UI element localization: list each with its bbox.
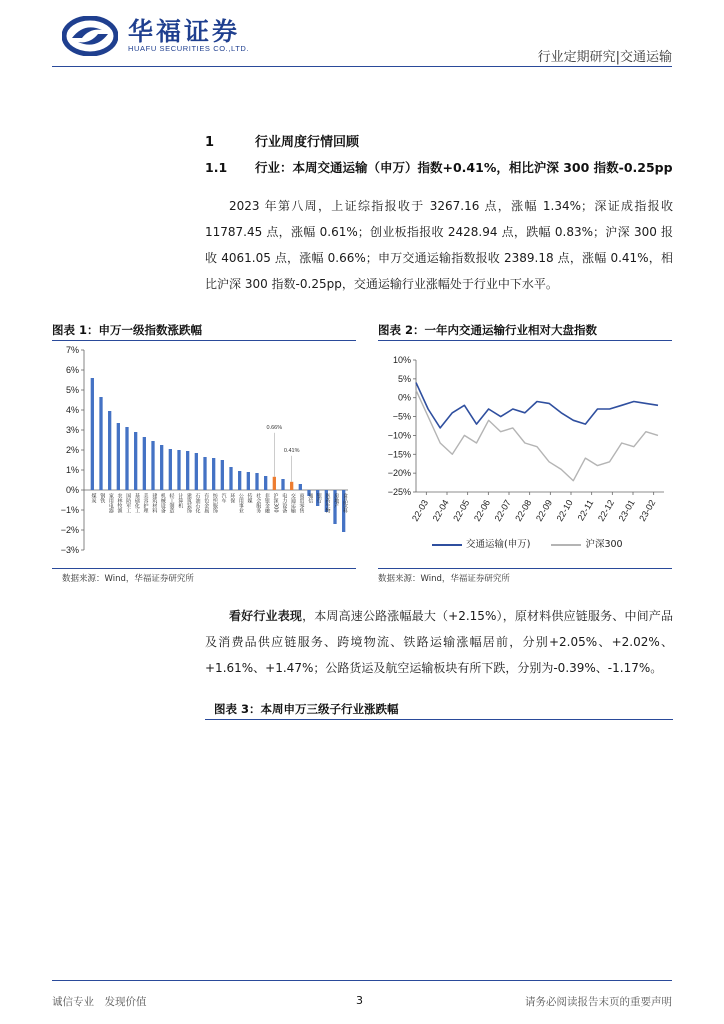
figure2-top-rule: [378, 340, 672, 341]
sw-level1-index-bar-chart: [52, 344, 356, 566]
bar: [281, 479, 284, 490]
bar: [108, 411, 111, 490]
x-tick-label: 食品饮料: [341, 493, 348, 513]
bar: [255, 473, 258, 490]
y-tick-label: 5%: [397, 373, 411, 384]
x-tick-label: 美容护理: [142, 493, 149, 513]
bar: [229, 467, 232, 490]
x-tick-label: 商贸零售: [298, 493, 305, 513]
bar: [177, 450, 180, 490]
x-tick-label: 22-07: [492, 498, 513, 523]
bar: [151, 441, 154, 490]
figure2-title: 图表 2：一年内交通运输行业相对大盘指数: [378, 323, 598, 337]
figure3-top-rule: [205, 719, 673, 720]
figure1-title: 图表 1：申万一级指数涨跌幅: [52, 323, 203, 337]
bar: [91, 378, 94, 490]
y-tick-label: 2%: [65, 445, 79, 455]
bar: [186, 451, 189, 490]
bar: [299, 484, 302, 490]
figure2-legend: [432, 536, 623, 550]
y-tick-label: 7%: [65, 345, 79, 355]
x-tick-label: 沪深300: [272, 493, 279, 513]
x-tick-label: 22-05: [451, 498, 472, 523]
logo-chinese-name: 华福证券: [128, 17, 241, 46]
data-label: 0.41%: [283, 447, 300, 454]
bar: [99, 397, 102, 490]
x-tick-label: 汽车: [220, 493, 227, 503]
y-tick-label: 10%: [392, 355, 411, 365]
y-tick-label: 0%: [65, 485, 79, 495]
huafu-logo-icon: [62, 16, 118, 56]
y-tick-label: −15%: [387, 449, 411, 460]
x-tick-label: 煤炭: [90, 493, 97, 503]
legend-label-transport: 交通运输(申万): [466, 539, 531, 550]
x-tick-label: 非银金融: [263, 493, 270, 513]
x-tick-label: 22-10: [554, 498, 575, 523]
bar: [143, 437, 146, 490]
x-tick-label: 国防军工: [125, 493, 132, 513]
x-tick-label: 23-01: [616, 498, 637, 523]
subsection-heading: [205, 158, 673, 176]
y-tick-label: 5%: [65, 385, 79, 395]
data-label: 0.66%: [266, 424, 283, 431]
bar: [247, 472, 250, 490]
y-tick-label: −5%: [392, 411, 411, 422]
x-tick-label: 基础化工: [133, 493, 140, 513]
bar: [212, 458, 215, 490]
bar: [134, 432, 137, 490]
subsection-number: 1.1: [205, 160, 228, 175]
x-tick-label: 银行: [315, 493, 322, 503]
x-tick-label: 家用电器: [107, 493, 114, 513]
figure1-source: 数据来源：Wind，华福证券研究所: [62, 574, 194, 584]
sub-industry-paragraph: [205, 603, 673, 681]
y-tick-label: 1%: [65, 465, 79, 475]
header-divider: [52, 66, 672, 67]
bar: [290, 482, 293, 490]
section-heading: [205, 131, 359, 150]
legend-label-csi300: 沪深300: [585, 539, 623, 550]
relative-index-line-chart: [378, 344, 672, 536]
page-number: 3: [356, 994, 363, 1007]
x-tick-label: 机械设备: [159, 493, 166, 513]
y-tick-label: 0%: [397, 392, 411, 403]
bar: [195, 453, 198, 490]
y-tick-label: 3%: [65, 425, 79, 435]
x-tick-label: 石油石化: [194, 493, 201, 513]
x-tick-label: 传媒: [246, 493, 253, 503]
x-tick-label: 交通运输: [289, 493, 296, 513]
bar: [125, 427, 128, 490]
x-tick-label: 钢铁: [99, 493, 106, 503]
footer-slogan: 诚信专业 发现价值: [52, 996, 147, 1008]
x-tick-label: 建筑装饰: [185, 493, 192, 513]
x-tick-label: 公用事业: [237, 493, 244, 513]
x-tick-label: 医药生物: [324, 493, 331, 513]
x-tick-label: 建筑材料: [151, 493, 158, 513]
x-tick-label: 22-11: [575, 498, 596, 523]
figure1-top-rule: [52, 340, 356, 341]
x-tick-label: 22-08: [513, 498, 534, 523]
x-tick-label: 22-06: [471, 498, 493, 523]
x-tick-label: 纺织服饰: [211, 493, 218, 513]
legend-item-transport: [432, 539, 530, 550]
y-tick-label: 4%: [65, 405, 79, 415]
x-tick-label: 通信: [307, 493, 314, 503]
x-tick-label: 22-09: [533, 498, 555, 523]
x-tick-label: 农林牧渔: [116, 493, 123, 513]
footer-disclaimer: 请务必阅读报告末页的重要声明: [525, 996, 672, 1008]
page-header: [0, 0, 724, 68]
footer-divider: [52, 980, 672, 981]
y-tick-label: −1%: [60, 505, 79, 515]
series-line-csi300: [416, 390, 658, 481]
y-tick-label: −25%: [387, 487, 411, 497]
logo-english-name: HUAFU SECURITIES CO.,LTD.: [128, 44, 250, 53]
y-tick-label: −10%: [387, 430, 411, 441]
bar: [160, 445, 163, 490]
bar: [273, 477, 276, 490]
y-tick-label: −3%: [60, 545, 79, 555]
x-tick-label: 22-04: [430, 498, 451, 523]
paragraph-body: ，本周高速公路涨幅最大（+2.15%），原材料供应链服务、中间产品及消费品供应链服务、跨境物流、铁路运输涨幅居前，分别+2.05%、+2.02%、+1.61%、+1.47%；公路货运及航空运输板块有所下跌，分别为-0.39%、-1.17%。: [205, 609, 673, 675]
x-tick-label: 23-02: [637, 498, 658, 523]
x-tick-label: 房地产: [333, 493, 340, 508]
figure2-source: 数据来源：Wind，华福证券研究所: [378, 574, 510, 584]
series-line-transport: [416, 383, 658, 428]
x-tick-label: 轻工制造: [168, 493, 175, 513]
figure2-bottom-rule: [378, 568, 672, 569]
y-tick-label: 6%: [65, 365, 79, 375]
legend-item-csi300: [551, 539, 622, 550]
bar: [264, 476, 267, 490]
x-tick-label: 22-12: [595, 498, 617, 523]
paragraph-lead: 看好行业表现: [229, 609, 303, 623]
x-tick-label: 社会服务: [255, 493, 262, 513]
bar: [203, 457, 206, 490]
subsection-title: 行业：本周交通运输（申万）指数+0.41%，相比沪深 300 指数-0.25pp: [255, 160, 673, 175]
x-tick-label: 电力设备: [281, 493, 288, 513]
bar: [169, 449, 172, 490]
x-tick-label: 环保: [229, 493, 236, 503]
y-tick-label: −20%: [387, 468, 411, 479]
figure1-bottom-rule: [52, 568, 356, 569]
y-tick-label: −2%: [60, 525, 79, 535]
x-tick-label: 计算机: [177, 493, 184, 508]
bar: [117, 423, 120, 490]
report-type: 行业定期研究|交通运输: [537, 50, 672, 65]
market-summary-paragraph: 2023 年第八周，上证综指报收于 3267.16 点，涨幅 1.34%；深证成指报收 11787.45 点，涨幅 0.61%；创业板指报收 2428.94 点，跌幅 0.83%；沪深 300 报收 4061.05 点，涨幅 0.66%；申万交通运输指数报收 2389.18 点，涨幅 0.41%，相比沪深 300 指数-0.25pp，交通运输行业涨幅处于行业中下水平。: [205, 199, 673, 291]
x-tick-label: 有色金属: [203, 493, 210, 513]
x-tick-label: 22-03: [409, 498, 431, 523]
bar: [221, 460, 224, 490]
section-number: 1: [205, 135, 215, 150]
section-title: 行业周度行情回顾: [255, 135, 360, 150]
figure3-title: 图表 3：本周申万三级子行业涨跌幅: [214, 702, 399, 716]
bar: [238, 471, 241, 490]
